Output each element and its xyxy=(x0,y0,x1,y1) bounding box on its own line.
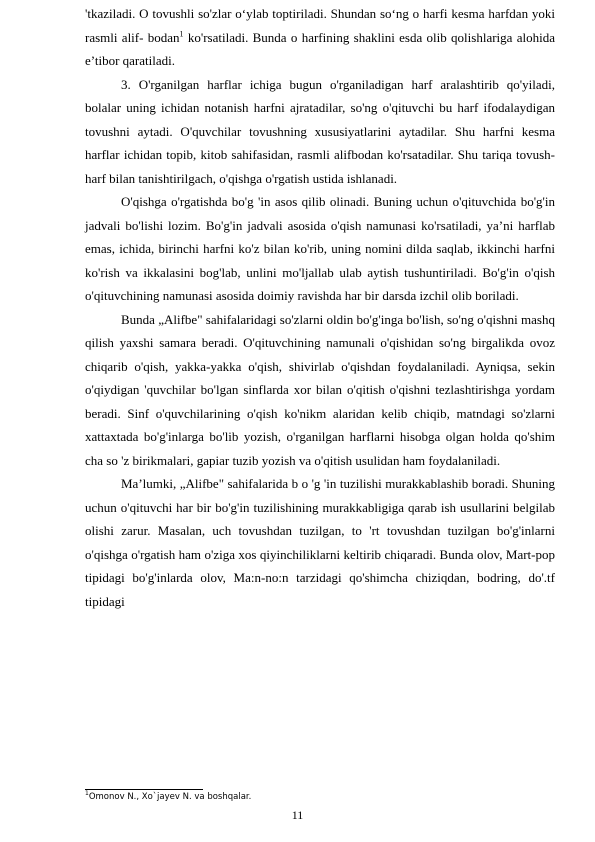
footnote-marker: 1 xyxy=(85,790,89,798)
body-text xyxy=(85,2,555,613)
paragraph-text: 'tkaziladi. O tovushli so'zlar o‘ylab toptiriladi. Shundan so‘ng o harfi kesma harfdan yoki rasmli alif- bodan xyxy=(85,6,555,45)
paragraph: O'qishga o'rgatishda bo'g 'in asos qilib olinadi. Buning uchun o'qituvchida bo'g'in jadvali bo'lishi lozim. Bo'g'in jadvali asosida o'qish namunasi ko'rsatiladi, ya’ni harflab emas, ichida, birinchi harfni ko'z bilan ko'rib, uning nomini dilda saqlab, ikkinchi harfni ko'rish va ikkalasini bog'lab, unlini mo'ljallab ulab aytish tushuntiriladi. Bo'g'in o'qish o'qituvchining namunasi asosida doimiy ravishda har bir darsda izchil olib boriladi. xyxy=(85,194,555,303)
footnote xyxy=(85,791,545,803)
paragraph: Ma’lumki, „Alifbe" sahifalarida b o 'g 'in tuzilishi murakkablashib boradi. Shuning uchun o'qituvchi har bir bo'g'in tuzilishining murakkabligiga qarab ish usullarini belgilab olishi zarur. Masalan, uch tovushdan tuzilgan, to 'rt tovushdan tuzilgan bo'g'inlarni o'qishga o'rgatish ham o'ziga xos qiyinchiliklarni keltirib chiqaradi. Bunda olov, Mart-pop tipidagi bo'g'inlarda olov, Ma:n-no:n tarzidagi qo'shimcha chiziqdan, bodring, do'.tf tipidagi xyxy=(85,476,555,609)
footnote-separator xyxy=(85,789,203,790)
paragraph: Bunda „Alifbe" sahifalaridagi so'zlarni oldin bo'g'inga bo'lish, so'ng o'qishni mashq qilish yaxshi samara beradi. O'qituvchining namunali o'qishidan so'ng birgalikda ovoz chiqarib o'qish, yakka-yakka o'qish, shivirlab o'qishdan foydalaniladi. Ayniqsa, sekin o'qiydigan 'quvchilar bo'lgan sinflarda xor bilan o'qitish o'qishni tezlashtirishga yordam beradi. Sinf o'quvchilarining o'qish ko'nikm alaridan kelib chiqib, matndagi so'zlarni xattaxtada bo'g'inlarga bo'lib yozish, o'rganilgan harflarni hisobga olgan holda qo'shim cha so 'z birikmalari, gapiar tuzib yozish va o'qitish usulidan ham foydalaniladi. xyxy=(85,311,555,468)
footnote-text: Omonov N., Xo`jayev N. va boshqalar. xyxy=(88,792,252,802)
paragraph: 3. O'rganilgan harflar ichiga bugun o'rganiladigan harf aralashtirib qo'yiladi, bolalar uning ichidan notanish harfni ajratadilar, so'ng o'qituvchi bu harf ifodalaydigan tovushni aytadi. O'quvchilar tovushning xususiyatlarini aytadilar. Shu harfni kesma harflar ichidan topib, kitob sahifasidan, rasmli alifbodan ko'rsatadilar. Shu tariqa tovush-harf bilan tanishtirilgach, o'qishga o'rgatish ustida ishlanadi. xyxy=(85,76,555,186)
paragraph xyxy=(85,2,555,73)
footnote-reference: 1 xyxy=(179,29,184,39)
page-number: 11 xyxy=(291,808,304,822)
paragraph-text: ko'rsatiladi. Bunda o harfining shaklini esda olib qolishlariga alohida e’tibor qaratiladi. xyxy=(85,29,556,68)
